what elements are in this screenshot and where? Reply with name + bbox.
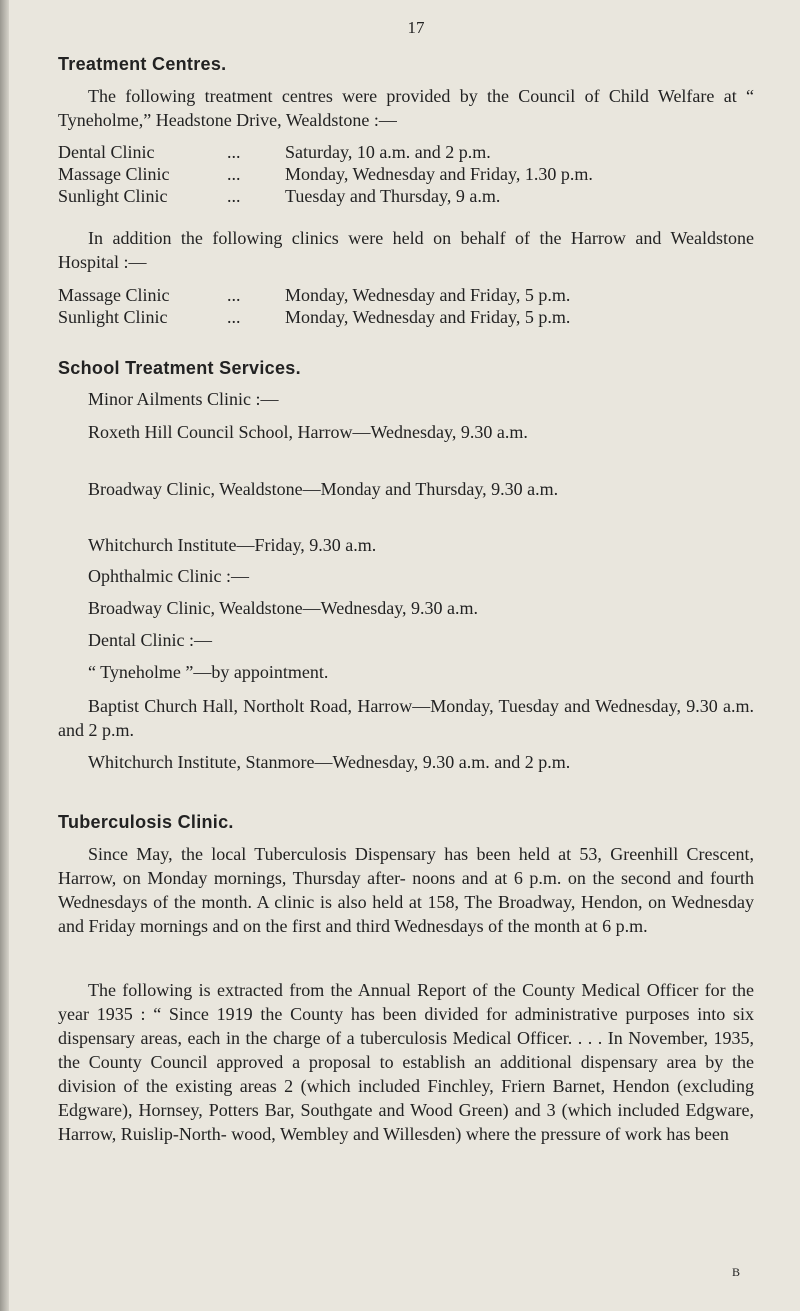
- hospital-intro: In addition the following clinics were held on behalf of the Harrow and Wealdstone Hospital :—: [58, 228, 754, 272]
- dental-item: Baptist Church Hall, Northolt Road, Harrow—Monday, Tuesday and Wednesday, 9.30 a.m. and 2 p.m.: [58, 696, 754, 740]
- page-number: 17: [407, 18, 425, 37]
- clinic-name: Massage Clinic: [58, 164, 170, 184]
- dental-item: “ Tyneholme ”—by appointment.: [88, 662, 329, 682]
- clinic-time: Monday, Wednesday and Friday, 5 p.m.: [285, 285, 571, 305]
- leader-dots: ...: [227, 164, 241, 184]
- dental-label: Dental Clinic :—: [88, 630, 212, 650]
- leader-dots: ...: [227, 142, 241, 162]
- heading-school-services: School Treatment Services.: [58, 358, 301, 378]
- tuberculosis-para: Since May, the local Tuberculosis Dispensary has been held at 53, Greenhill Crescent, Harrow, on Monday mornings, Thursday after- noons and at 6 p.m. on the second and fourth Wednesdays of the month. A clinic is also held at 158, The Broadway, Hendon, on Wednesday and Friday mornings and on the first and third Wednesdays of the month at 6 p.m.: [58, 844, 754, 936]
- clinic-name: Sunlight Clinic: [58, 186, 168, 206]
- tuberculosis-para: The following is extracted from the Annual Report of the County Medical Officer for the year 1935 : “ Since 1919 the County has been divided for administrative purposes into six dispensary areas, each in the charge of a tuberculosis Medical Officer. . . . In November, 1935, the County Council approved a proposal to establish an additional dispensary area by the division of the existing areas 2 (which included Finchley, Friern Barnet, Hendon (excluding Edgware), Hornsey, Potters Bar, Southgate and Wood Green) and 3 (which included Edgware, Harrow, Ruislip-North- wood, Wembley and Willesden) where the pressure of work has been: [58, 980, 754, 1144]
- ophthalmic-label: Ophthalmic Clinic :—: [88, 566, 249, 586]
- clinic-name: Dental Clinic: [58, 142, 155, 162]
- ophthalmic-item: Broadway Clinic, Wealdstone—Wednesday, 9.30 a.m.: [88, 598, 479, 618]
- dental-item: Whitchurch Institute, Stanmore—Wednesday, 9.30 a.m. and 2 p.m.: [88, 752, 571, 772]
- heading-treatment-centres: Treatment Centres.: [58, 54, 227, 74]
- leader-dots: ...: [227, 285, 241, 305]
- minor-ailments-item: Whitchurch Institute—Friday, 9.30 a.m.: [88, 535, 377, 555]
- clinic-name: Sunlight Clinic: [58, 307, 168, 327]
- heading-tuberculosis: Tuberculosis Clinic.: [58, 812, 234, 832]
- clinic-time: Saturday, 10 a.m. and 2 p.m.: [285, 142, 491, 162]
- clinic-time: Monday, Wednesday and Friday, 5 p.m.: [285, 307, 571, 327]
- leader-dots: ...: [227, 307, 241, 327]
- treatment-intro: The following treatment centres were provided by the Council of Child Welfare at “ Tyneholme,” Headstone Drive, Wealdstone :—: [58, 86, 754, 130]
- clinic-time: Monday, Wednesday and Friday, 1.30 p.m.: [285, 164, 593, 184]
- clinic-time: Tuesday and Thursday, 9 a.m.: [285, 186, 501, 206]
- minor-ailments-label: Minor Ailments Clinic :—: [88, 389, 279, 409]
- signature-mark: B: [732, 1265, 741, 1279]
- minor-ailments-item: Roxeth Hill Council School, Harrow—Wednesday, 9.30 a.m.: [88, 422, 528, 442]
- leader-dots: ...: [227, 186, 241, 206]
- book-spine-edge: [0, 0, 9, 1311]
- clinic-name: Massage Clinic: [58, 285, 170, 305]
- minor-ailments-item: Broadway Clinic, Wealdstone—Monday and Thursday, 9.30 a.m.: [88, 479, 559, 499]
